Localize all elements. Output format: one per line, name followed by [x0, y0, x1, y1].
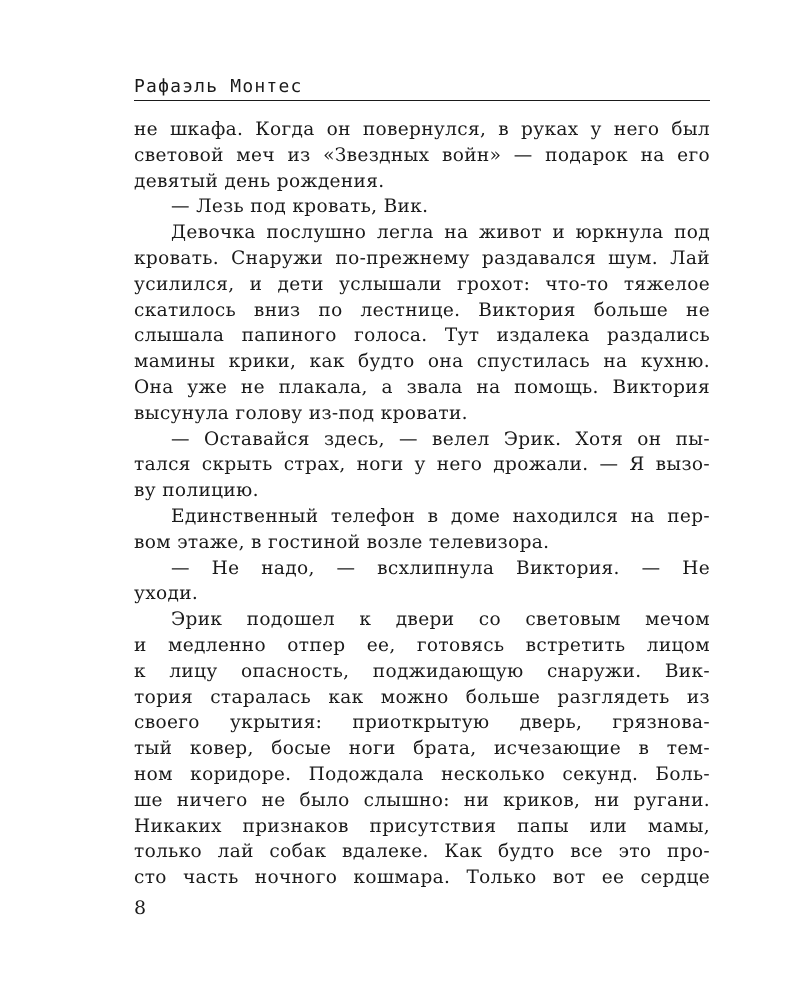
text-line: Она уже не плакала, а звала на помощь. Виктория	[134, 376, 710, 398]
text-line: только лай собак вдалеке. Как будто все это про-	[134, 841, 710, 863]
text-line: ву полицию.	[134, 480, 259, 502]
text-line: и медленно отпер ее, готовясь встретить лицом	[134, 634, 710, 656]
text-line: тался скрыть страх, ноги у него дрожали. — Я вызо-	[134, 454, 710, 476]
running-header	[134, 76, 710, 101]
text-line: тория старалась как можно больше разглядеть из	[134, 686, 710, 708]
text-line: вом этаже, в гостиной возле телевизора.	[134, 531, 550, 553]
text-line: Эрик подошел к двери со световым мечом	[171, 609, 710, 631]
text-line: уходи.	[134, 583, 199, 605]
running-header-title: Рафаэль Монтес	[134, 76, 303, 97]
text-line: к лицу опасность, поджидающую снаружи. Вик-	[134, 660, 710, 682]
page-number: 8	[134, 897, 147, 919]
text-line: тый ковер, босые ноги брата, исчезающие в тем-	[134, 738, 710, 760]
text-line: мамины крики, как будто она спустилась на кухню.	[134, 351, 710, 373]
text-line: сто часть ночного кошмара. Только вот ее сердце	[134, 867, 710, 889]
text-line: кровать. Снаружи по-прежнему раздавался шум. Лай	[134, 247, 710, 269]
body-text	[134, 117, 710, 891]
text-line: — Не надо, — всхлипнула Виктория. — Не	[171, 557, 710, 579]
text-line: высунула голову из-под кровати.	[134, 402, 468, 424]
text-line: слышала папиного голоса. Тут издалека раздались	[134, 325, 710, 347]
text-line: Девочка послушно легла на живот и юркнула под	[171, 222, 710, 244]
text-line: ше ничего не было слышно: ни криков, ни ругани.	[134, 789, 710, 811]
text-line: ном коридоре. Подождала несколько секунд. Боль-	[134, 763, 710, 785]
text-line: световой меч из «Звездных войн» — подарок на его	[134, 144, 710, 166]
text-line: скатилось вниз по лестнице. Виктория больше не	[134, 299, 710, 321]
text-line: не шкафа. Когда он повернулся, в руках у него был	[134, 119, 710, 140]
text-line: усилился, и дети услышали грохот: что-то тяжелое	[134, 273, 710, 295]
text-line: девятый день рождения.	[134, 170, 385, 192]
text-line: своего укрытия: приоткрытую дверь, грязнова-	[134, 712, 710, 734]
text-line: — Оставайся здесь, — велел Эрик. Хотя он пы-	[171, 428, 710, 450]
text-line: — Лезь под кровать, Вик.	[171, 196, 429, 218]
text-line: Единственный телефон в доме находился на пер-	[171, 505, 710, 527]
text-line: Никаких признаков присутствия папы или мамы,	[134, 815, 710, 837]
